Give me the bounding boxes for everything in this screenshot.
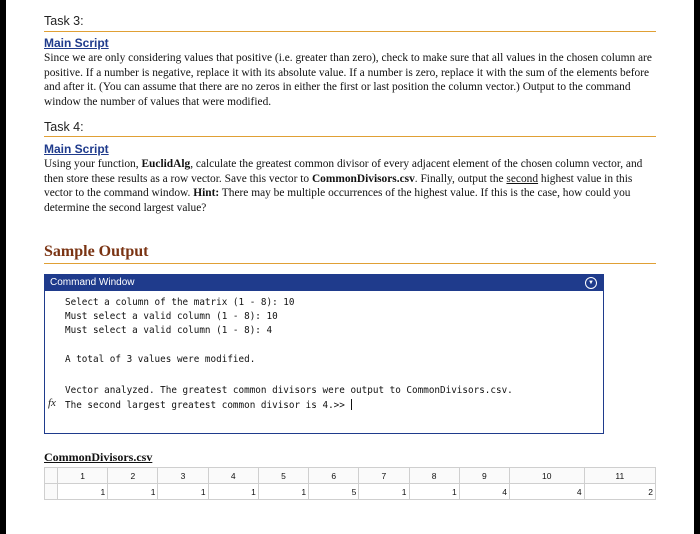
task3-subheading: Main Script <box>44 36 109 50</box>
file-name: CommonDivisors.csv <box>311 172 415 185</box>
column-header[interactable]: 3 <box>158 468 208 484</box>
console-line: Must select a valid column (1 - 8): 4 <box>65 325 273 336</box>
table-cell[interactable]: 1 <box>108 484 158 500</box>
task3-divider <box>44 31 656 32</box>
row-header-cell <box>45 468 58 484</box>
csv-file-label: CommonDivisors.csv <box>44 450 153 464</box>
command-window-title: Command Window <box>50 277 135 288</box>
console-line: A total of 3 values were modified. <box>65 354 256 365</box>
column-header[interactable]: 4 <box>208 468 258 484</box>
csv-grid <box>44 467 656 500</box>
table-cell[interactable]: 4 <box>509 484 584 500</box>
column-header[interactable]: 10 <box>509 468 584 484</box>
task4-text-5: There may be multiple occurrences of the highest value. If this is the case, how could you determine the second largest value? <box>44 187 631 214</box>
column-header[interactable]: 6 <box>309 468 359 484</box>
column-header[interactable]: 1 <box>58 468 108 484</box>
task4-heading: Task 4: <box>44 120 84 134</box>
task4-text-4: highest value in this vector to the command window. <box>44 172 633 200</box>
table-cell[interactable]: 1 <box>158 484 208 500</box>
column-header[interactable]: 5 <box>258 468 308 484</box>
command-window-title-bar <box>45 275 603 291</box>
hint-label: Hint: <box>193 187 220 200</box>
fx-prompt-icon: fx <box>48 397 56 409</box>
column-header[interactable]: 8 <box>409 468 459 484</box>
task4-divider <box>44 136 656 137</box>
row-header-cell <box>45 484 58 500</box>
chevron-circle-icon[interactable]: ▼ <box>585 277 597 289</box>
sample-divider <box>44 263 656 264</box>
column-header[interactable]: 7 <box>359 468 409 484</box>
table-cell[interactable]: 5 <box>309 484 359 500</box>
task4-text-1: Using your function, <box>44 158 142 170</box>
table-cell[interactable]: 1 <box>409 484 459 500</box>
console-line: Must select a valid column (1 - 8): 10 <box>65 311 278 322</box>
column-header[interactable]: 9 <box>459 468 509 484</box>
command-window <box>44 274 604 434</box>
table-cell[interactable]: 2 <box>584 484 655 500</box>
text-cursor <box>351 399 352 410</box>
function-name: EuclidAlg <box>141 158 191 170</box>
document-page <box>6 0 694 534</box>
table-cell[interactable]: 1 <box>359 484 409 500</box>
task4-text-3: . Finally, output the <box>414 172 507 185</box>
column-header[interactable]: 2 <box>108 468 158 484</box>
csv-header-row <box>45 468 656 484</box>
task3-body: Since we are only considering values that positive (i.e. greater than zero), check to make sure that all values in the chosen column are positive. If a number is negative, replace it with its absolute value. If a number is zero, replace it with the sum of the elements before and after it. (You can assume that there are no zeros in either the first or last position the column vector.) Output to the command window the number of values that were modified. <box>44 52 652 108</box>
console-line: Vector analyzed. The greatest common divisors were output to CommonDivisors.csv. <box>65 385 513 396</box>
task3-heading: Task 3: <box>44 14 84 28</box>
table-cell[interactable]: 1 <box>58 484 108 500</box>
sample-output-heading: Sample Output <box>44 243 149 260</box>
table-cell[interactable]: 4 <box>459 484 509 500</box>
cut-off-text <box>44 0 504 3</box>
console-last-output: The second largest greatest common divisor is 4.>> <box>65 400 351 411</box>
task4-text-2: , calculate the greatest common divisor of every adjacent element of the chosen column vector, and then store these results as a row vector. Save this vector to <box>44 158 643 185</box>
csv-data-row <box>45 484 656 500</box>
task4-body <box>44 157 656 215</box>
emphasis-second: second <box>506 172 539 185</box>
console-prompt-line[interactable] <box>65 399 352 411</box>
console-line: Select a column of the matrix (1 - 8): 10 <box>65 297 295 308</box>
column-header[interactable]: 11 <box>584 468 655 484</box>
table-cell[interactable]: 1 <box>258 484 308 500</box>
table-cell[interactable]: 1 <box>208 484 258 500</box>
task4-subheading: Main Script <box>44 142 109 156</box>
